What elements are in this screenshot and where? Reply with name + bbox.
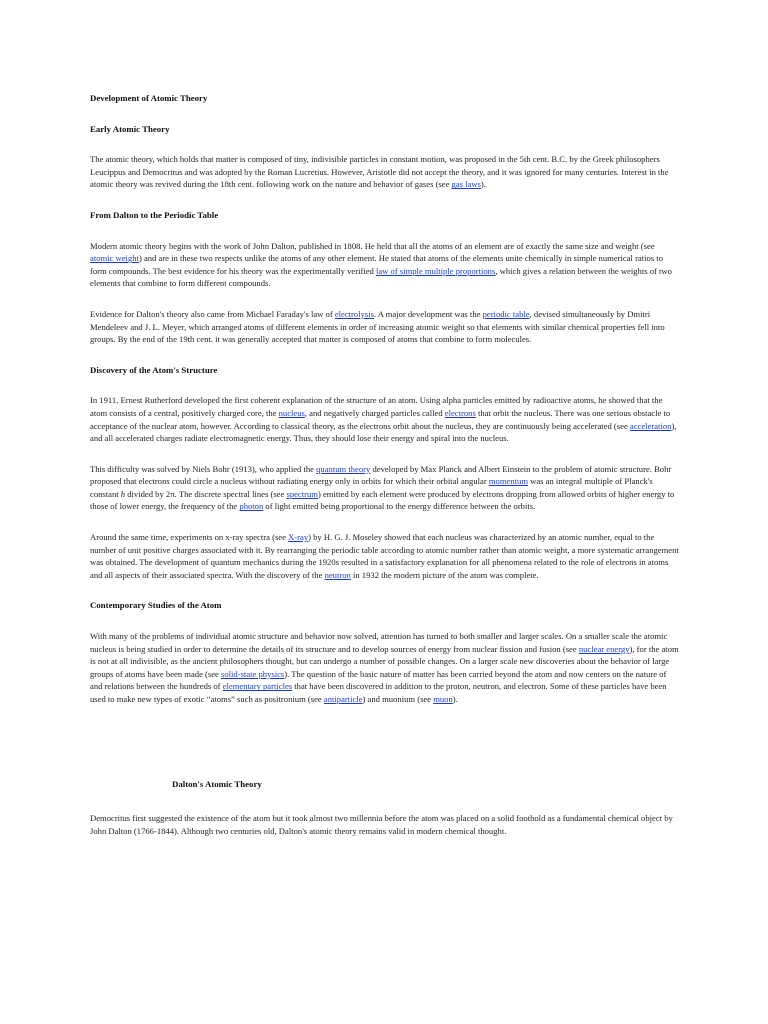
heading-atom-structure: Discovery of the Atom's Structure (90, 364, 218, 375)
link-neutron[interactable]: neutron (324, 569, 351, 580)
paragraph-early-atomic-theory: The atomic theory, which holds that matter is composed of tiny, indivisible particles in constant motion, was proposed in the 5th cent. B.C. by the Greek philosophers Leucippus and Democritus and was adopted by the Roman Lucretius. However, Aristotle did not accept the theory, and it was ignored for many centuries. Interest in the atomic theory was revived during the 18th cent. following work on the nature and behavior of gases (see gas laws). (90, 154, 669, 190)
paragraph-faraday-periodic-table: Evidence for Dalton's theory also came from Michael Faraday's law of electrolysis. A major development was the periodic table, devised simultaneously by Dmitri Mendeleev and J. L. Meyer, which arranged atoms of different elements in order of increasing atomic weight so that elements with similar chemical properties fell into groups. By the end of the 19th cent. it was generally accepted that matter is composed of atoms that combine to form molecules. (90, 308, 665, 345)
link-muon[interactable]: muon (433, 694, 453, 704)
link-elementary-particles[interactable]: elementary particles (222, 681, 293, 692)
link-momentum[interactable]: momentum (488, 476, 529, 487)
heading-daltons-atomic-theory: Dalton's Atomic Theory (172, 778, 262, 789)
heading-contemporary-studies: Contemporary Studies of the Atom (90, 600, 222, 611)
paragraph-dalton-modern-theory: Modern atomic theory begins with the work of John Dalton, published in 1808. He held that all the atoms of an element are of exactly the same size and weight (see atomic weight) and are in these two respects unlike the atoms of any other element. He stated that atoms of the elements unite chemically in simple numerical ratios to form compounds. The best evidence for his theory was the experimentally verified law of simple multiple proportions, which gives a relation between the weights of two elements that combine to form different compounds. (90, 240, 672, 289)
link-acceleration[interactable]: acceleration (629, 420, 672, 431)
link-law-of-multiple-proportions[interactable]: law of simple multiple proportions (375, 265, 496, 276)
link-nucleus[interactable]: nucleus (278, 407, 305, 418)
link-quantum-theory[interactable]: quantum theory (316, 463, 371, 474)
paragraph-contemporary-studies: With many of the problems of individual atomic structure and behavior now solved, attention has turned to both smaller and larger scales. On a smaller scale the atomic nucleus is being studied in order to determine the details of its structure and to develop sources of energy from nuclear fission and fusion (see nuclear energy), for the atom is not at all indivisible, as the ancient philosophers thought, but can undergo a number of possible changes. On a larger scale new discoveries about the behavior of large groups of atoms have been made (see solid-state physics). The question of the basic nature of matter has been carried beyond the atom and now centers on the nature of and relations between the hundreds of elementary particles that have been discovered in addition to the proton, neutron, and electron. Some of these particles have been used to make new types of exotic “atoms” such as positronium (see antiparticle) and muonium (see muon). (90, 631, 679, 704)
paragraph-democritus-dalton: Democritus first suggested the existence of the atom but it took almost two millennia before the atom was placed on a solid foothold as a fundamental chemical object by John Dalton (1766-1844). Although two centuries old, Dalton's atomic theory remains valid in modern chemical thought. (90, 813, 673, 836)
link-x-ray[interactable]: X-ray (288, 532, 309, 543)
document-body (90, 92, 680, 837)
link-atomic-weight[interactable]: atomic weight (90, 253, 139, 264)
paragraph-rutherford: In 1911, Ernest Rutherford developed the first coherent explanation of the structure of an atom. Using alpha particles emitted by radioactive atoms, he showed that the atom consists of a central, positively charged core, the nucleus, and negatively charged particles called electrons that orbit the nucleus. There was one serious obstacle to acceptance of the nuclear atom, however. According to classical theory, as the electrons orbit about the nucleus, they are continuously being accelerated (see acceleration), and all accelerated charges radiate electromagnetic energy. Thus, they should lose their energy and spiral into the nucleus. (90, 395, 677, 444)
link-periodic-table[interactable]: periodic table (482, 308, 530, 319)
link-nuclear-energy[interactable]: nuclear energy (578, 643, 630, 654)
link-photon[interactable]: photon (239, 501, 264, 512)
paragraph-moseley: Around the same time, experiments on x-ray spectra (see X-ray) by H. G. J. Moseley showed that each nucleus was characterized by an atomic number, equal to the number of unit positive charges associated with it. By rearranging the periodic table according to atomic number rather than atomic weight, a more systematic arrangement was obtained. The development of quantum mechanics during the 1920s resulted in a satisfactory explanation for all phenomena related to the role of electrons in atoms and all aspects of their associated spectra. With the discovery of the neutron in 1932 the modern picture of the atom was complete. (90, 532, 679, 580)
heading-early-atomic-theory: Early Atomic Theory (90, 123, 170, 134)
paragraph-bohr: This difficulty was solved by Niels Bohr (1913), who applied the quantum theory developed by Max Planck and Albert Einstein to the problem of atomic structure. Bohr proposed that electrons could circle a nucleus without radiating energy only in orbits for which their orbital angular momentum was an integral multiple of Planck's constant h divided by 2π. The discrete spectral lines (see spectrum) emitted by each element were produced by electrons dropping from allowed orbits of higher energy to those of lower energy, the frequency of the photon of light emitted being proportional to the energy difference between the orbits. (90, 463, 675, 512)
document-title: Development of Atomic Theory (90, 93, 208, 103)
link-solid-state-physics[interactable]: solid-state physics (221, 668, 285, 679)
link-antiparticle[interactable]: antiparticle (323, 694, 363, 704)
heading-dalton-to-periodic-table: From Dalton to the Periodic Table (90, 209, 219, 220)
link-gas-laws[interactable]: gas laws (451, 179, 481, 190)
link-electrons[interactable]: electrons (444, 407, 476, 418)
link-spectrum[interactable]: spectrum (286, 488, 318, 499)
link-electrolysis[interactable]: electrolysis (334, 308, 374, 319)
